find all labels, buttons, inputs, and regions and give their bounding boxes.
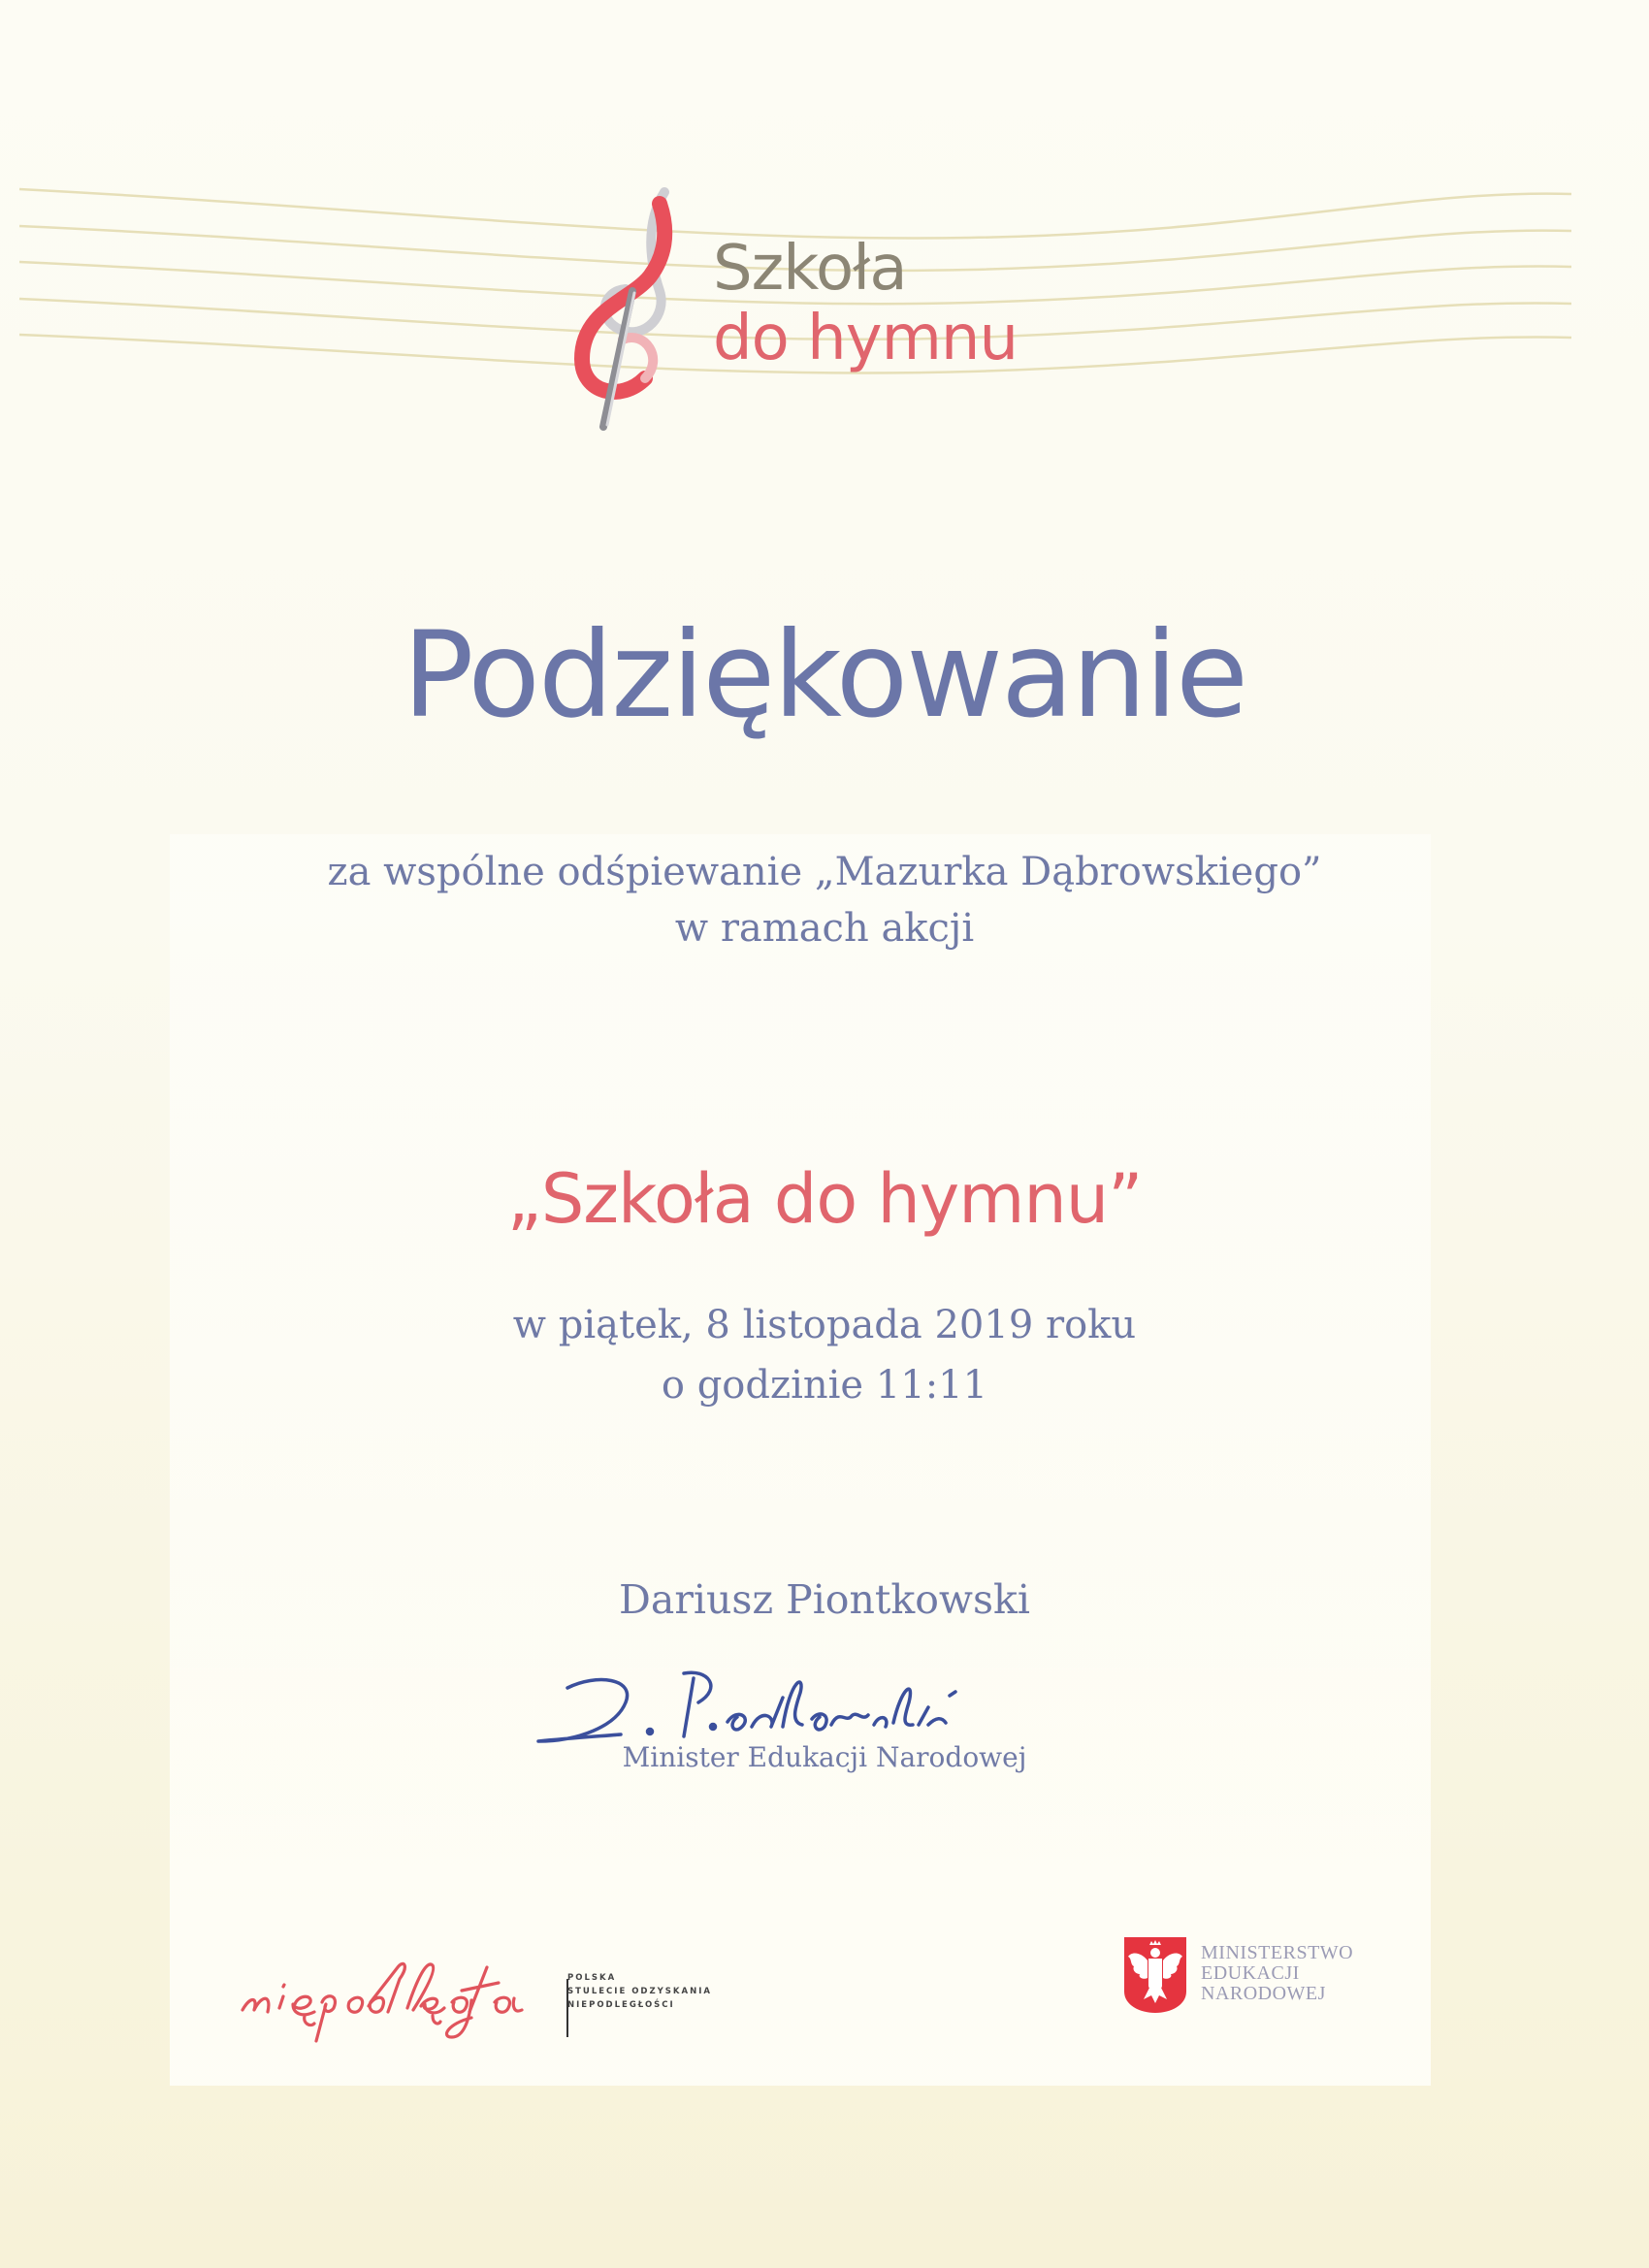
- treble-clef-ribbon-icon: [553, 184, 708, 437]
- date-text: [0, 1295, 1649, 1415]
- ministry-name: [1201, 1943, 1353, 2004]
- ministry-line-1: MINISTERSTWO: [1201, 1942, 1354, 1963]
- centenary-text: [567, 1971, 712, 2012]
- signer-name: Dariusz Piontkowski: [619, 1576, 1030, 1623]
- centenary-line-1: POLSKA: [567, 1973, 617, 1983]
- ministry-line-3: NARODOWEJ: [1201, 1983, 1326, 2004]
- inner-panel: [170, 834, 1431, 2086]
- event-name: „Szkoła do hymnu”: [506, 1159, 1143, 1239]
- intro-line-1: za wspólne odśpiewanie „Mazurka Dąbrowskiego”: [327, 850, 1322, 894]
- intro-text: [0, 844, 1649, 956]
- polish-eagle-emblem-icon: [1122, 1935, 1188, 2015]
- logo-wordmark: [713, 233, 1018, 374]
- signer-role: Minister Edukacji Narodowej: [622, 1741, 1027, 1773]
- page-title: Podziękowanie: [402, 606, 1247, 744]
- date-line-1: w piątek, 8 listopada 2019 roku: [512, 1303, 1137, 1347]
- logo-line-2: do hymnu: [713, 303, 1018, 374]
- centenary-line-3: NIEPODLEGŁOŚCI: [567, 2000, 675, 2010]
- ministry-line-2: EDUKACJI: [1201, 1962, 1300, 1984]
- centenary-line-2: STULECIE ODZYSKANIA: [567, 1987, 712, 1996]
- date-line-2: o godzinie 11:11: [661, 1363, 988, 1408]
- handwritten-signature: [529, 1649, 1033, 1756]
- intro-line-2: w ramach akcji: [674, 906, 975, 951]
- logo-line-1: Szkoła: [713, 233, 907, 305]
